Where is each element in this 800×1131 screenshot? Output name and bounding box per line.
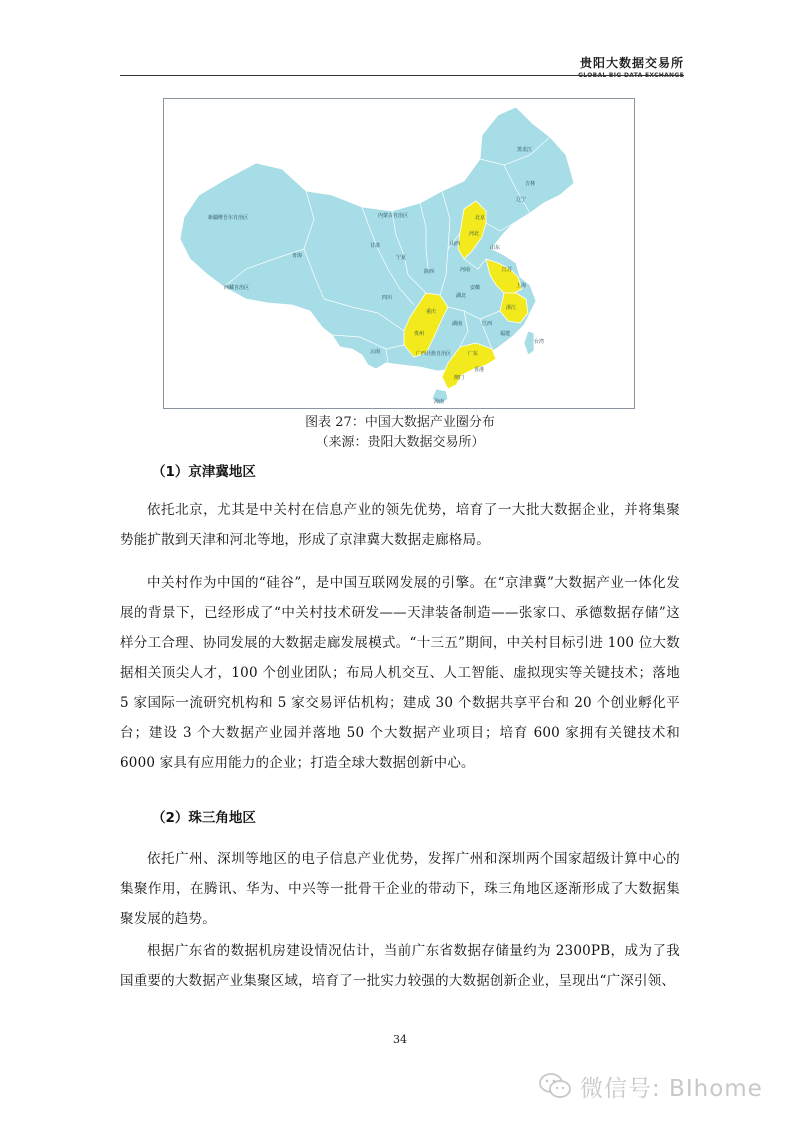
china-map <box>164 99 634 408</box>
label-xianggang: 香港 <box>474 367 485 373</box>
label-fujian: 福建 <box>500 331 511 337</box>
label-shanxi: 山西 <box>450 241 461 247</box>
label-hainan: 海南 <box>434 399 445 405</box>
label-qinghai: 青海 <box>292 253 303 259</box>
label-liaoning: 辽宁 <box>516 197 527 203</box>
brand-name-en: GLOBAL BIG DATA EXCHANGE <box>578 72 684 79</box>
paragraph: 依托北京，尤其是中关村在信息产业的领先优势，培育了一大批大数据企业，并将集聚势能扩散到天津和河北等地，形成了京津冀大数据走廊格局。 <box>120 502 680 548</box>
label-hebei: 河北 <box>469 231 480 237</box>
paragraph: 根据广东省的数据机房建设情况估计，当前广东省数据存储量约为 2300PB，成为了我国重要的大数据产业集聚区域，培育了一批实力较强的大数据创新企业，呈现出“广深引领、 <box>120 943 680 989</box>
section-heading-jingjinji: （1）京津冀地区 <box>152 464 256 480</box>
label-shaanxi: 陕西 <box>424 269 435 275</box>
figure-source: （来源：贵阳大数据交易所） <box>315 435 485 450</box>
label-heilongjiang: 黑龙江 <box>517 147 533 153</box>
figure-caption: 图表 27：中国大数据产业圈分布 <box>305 415 495 430</box>
label-aomen: 澳门 <box>454 375 465 381</box>
label-neimenggu: 内蒙古自治区 <box>378 213 409 219</box>
china-map-figure <box>163 98 635 409</box>
paragraph: 中关村作为中国的“硅谷”，是中国互联网发展的引擎。在“京津冀”大数据产业一体化发展的背景下，已经形成了“中关村技术研发——天津装备制造——张家口、承德数据存储”这样分工合理、协同发展的大数据走廊发展模式。“十三五”期间，中关村目标引进 100 位大数据相关顶尖人才，100 个创业团队；布局人机交互、人工智能、虚拟现实等关键技术；落地 5 家国际一流研究机构和 5 家交易评估机构；建成 30 个数据共享平台和 20 个创业孵化平台；建设 3 个大数据产业园并落地 50 个大数据产业项目；培育 600 家拥有关键技术和 6000 家具有应用能力的企业；打造全球大数据创新中心。 <box>120 575 680 771</box>
label-jiangsu: 江苏 <box>502 267 513 273</box>
label-ningxia: 宁夏 <box>396 255 407 261</box>
label-taiwan: 台湾 <box>534 339 545 345</box>
label-jiangxi: 江西 <box>482 321 493 327</box>
wechat-icon <box>538 1071 572 1101</box>
label-shandong: 山东 <box>490 245 501 251</box>
label-hunan: 湖南 <box>452 321 463 327</box>
label-anhui: 安徽 <box>470 285 481 291</box>
label-chongqing: 重庆 <box>426 309 437 315</box>
label-hubei: 湖北 <box>456 293 467 299</box>
map-outline-taiwan <box>524 331 534 355</box>
label-jilin: 吉林 <box>525 181 536 187</box>
watermark-text: 微信号: BIhome <box>580 1075 763 1102</box>
section-heading-zhusanjiao: （2）珠三角地区 <box>152 810 256 826</box>
header-divider <box>120 75 684 76</box>
label-zhejiang: 浙江 <box>506 305 517 311</box>
label-beijing: 北京 <box>475 215 486 221</box>
label-xizang: 西藏自治区 <box>224 285 250 291</box>
label-sichuan: 四川 <box>382 295 393 301</box>
label-yunnan: 云南 <box>370 349 381 355</box>
wechat-watermark <box>538 1068 763 1104</box>
label-guangxi: 广西壮族自治区 <box>416 351 452 357</box>
label-xinjiang: 新疆维吾尔自治区 <box>208 215 249 221</box>
label-guangdong: 广东 <box>468 351 479 357</box>
label-guizhou: 贵州 <box>414 331 425 337</box>
page-number: 34 <box>393 1033 407 1046</box>
label-gansu: 甘肃 <box>370 243 381 249</box>
label-shanghai: 上海 <box>516 283 527 289</box>
label-henan: 河南 <box>460 267 471 273</box>
brand-name-cn: 贵阳大数据交易所 <box>579 56 684 70</box>
map-outline-main <box>180 107 574 371</box>
paragraph: 依托广州、深圳等地区的电子信息产业优势，发挥广州和深圳两个国家超级计算中心的集聚作用，在腾讯、华为、中兴等一批骨干企业的带动下，珠三角地区逐渐形成了大数据集聚发展的趋势。 <box>120 851 680 927</box>
